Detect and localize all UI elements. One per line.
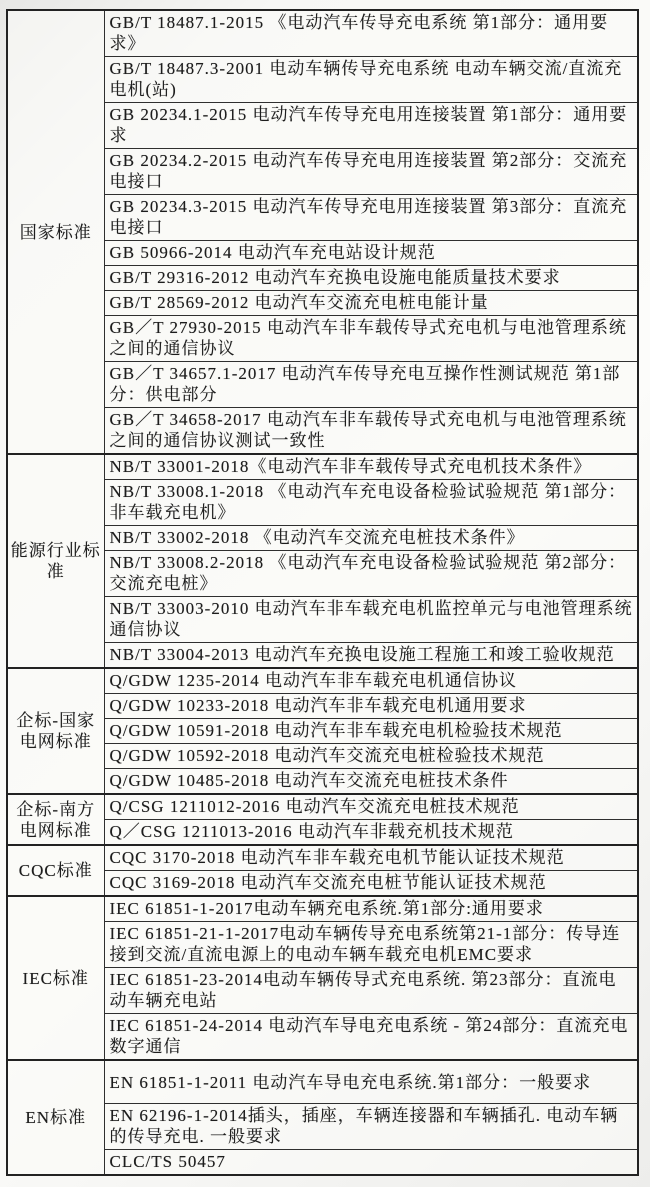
category-cell: EN标准: [7, 1060, 104, 1175]
standard-cell: GB／T 34657.1-2017 电动汽车传导充电互操作性测试规范 第1部分：供电部分: [104, 362, 638, 408]
standards-table: [6, 9, 639, 1176]
standard-cell: GB 50966-2014 电动汽车充电站设计规范: [104, 241, 638, 266]
standard-cell: GB/T 28569-2012 电动汽车交流充电桩电能计量: [104, 291, 638, 316]
standard-cell: Q/GDW 10485-2018 电动汽车交流充电桩技术条件: [104, 769, 638, 795]
standard-cell: GB 20234.2-2015 电动汽车传导充电用连接装置 第2部分：交流充电接口: [104, 149, 638, 195]
standard-cell: NB/T 33008.1-2018 《电动汽车充电设备检验试验规范 第1部分：非车载充电机》: [104, 480, 638, 526]
standard-cell: GB／T 34658-2017 电动汽车非车载传导式充电机与电池管理系统之间的通信协议测试一致性: [104, 408, 638, 455]
standard-cell: NB/T 33001-2018《电动汽车非车载传导式充电机技术条件》: [104, 454, 638, 480]
standard-cell: GB 20234.3-2015 电动汽车传导充电用连接装置 第3部分：直流充电接口: [104, 195, 638, 241]
standard-cell: Q/CSG 1211012-2016 电动汽车交流充电桩技术规范: [104, 794, 638, 820]
category-cell: IEC标准: [7, 896, 104, 1060]
standard-cell: NB/T 33008.2-2018 《电动汽车充电设备检验试验规范 第2部分：交流充电桩》: [104, 551, 638, 597]
table-row: [7, 1060, 638, 1104]
standard-cell: CQC 3169-2018 电动汽车交流充电桩节能认证技术规范: [104, 871, 638, 897]
standard-cell: Q/GDW 10233-2018 电动汽车非车载充电机通用要求: [104, 694, 638, 719]
standard-cell: GB 20234.1-2015 电动汽车传导充电用连接装置 第1部分：通用要求: [104, 103, 638, 149]
category-cell: 能源行业标准: [7, 454, 104, 668]
standard-cell: CQC 3170-2018 电动汽车非车载充电机节能认证技术规范: [104, 845, 638, 871]
standard-cell: Q／CSG 1211013-2016 电动汽车非载充机技术规范: [104, 820, 638, 846]
standard-cell: NB/T 33002-2018 《电动汽车交流充电桩技术条件》: [104, 526, 638, 551]
table-row: [7, 794, 638, 820]
category-cell: CQC标准: [7, 845, 104, 896]
standard-cell: GB/T 18487.3-2001 电动车辆传导充电系统 电动车辆交流/直流充电机(站): [104, 57, 638, 103]
standard-cell: GB/T 18487.1-2015 《电动汽车传导充电系统 第1部分：通用要求》: [104, 10, 638, 57]
standard-cell: IEC 61851-1-2017电动车辆充电系统.第1部分:通用要求: [104, 896, 638, 922]
standard-cell: NB/T 33004-2013 电动汽车充换电设施工程施工和竣工验收规范: [104, 643, 638, 669]
table-row: [7, 896, 638, 922]
table-row: [7, 845, 638, 871]
table-row: [7, 10, 638, 57]
standard-cell: IEC 61851-24-2014 电动汽车导电充电系统 - 第24部分：直流充电数字通信: [104, 1014, 638, 1061]
standard-cell: EN 61851-1-2011 电动汽车导电充电系统.第1部分：一般要求: [104, 1060, 638, 1104]
standard-cell: NB/T 33003-2010 电动汽车非车载充电机监控单元与电池管理系统通信协议: [104, 597, 638, 643]
category-cell: 企标-南方电网标准: [7, 794, 104, 845]
table-row: [7, 668, 638, 694]
standard-cell: Q/GDW 10592-2018 电动汽车交流充电桩检验技术规范: [104, 744, 638, 769]
standard-cell: GB/T 29316-2012 电动汽车充换电设施电能质量技术要求: [104, 266, 638, 291]
standard-cell: EN 62196-1-2014插头，插座，车辆连接器和车辆插孔. 电动车辆的传导充电. 一般要求: [104, 1104, 638, 1150]
standard-cell: Q/GDW 10591-2018 电动汽车非车载充电机检验技术规范: [104, 719, 638, 744]
standard-cell: CLC/TS 50457: [104, 1150, 638, 1176]
standard-cell: IEC 61851-23-2014电动车辆传导式充电系统. 第23部分：直流电动车辆充电站: [104, 968, 638, 1014]
category-cell: 国家标准: [7, 10, 104, 454]
standard-cell: IEC 61851-21-1-2017电动车辆传导充电系统第21-1部分：传导连接到交流/直流电源上的电动车辆车载充电机EMC要求: [104, 922, 638, 968]
category-cell: 企标-国家电网标准: [7, 668, 104, 794]
standard-cell: Q/GDW 1235-2014 电动汽车非车载充电机通信协议: [104, 668, 638, 694]
standard-cell: GB／T 27930-2015 电动汽车非车载传导式充电机与电池管理系统之间的通信协议: [104, 316, 638, 362]
table-row: [7, 454, 638, 480]
